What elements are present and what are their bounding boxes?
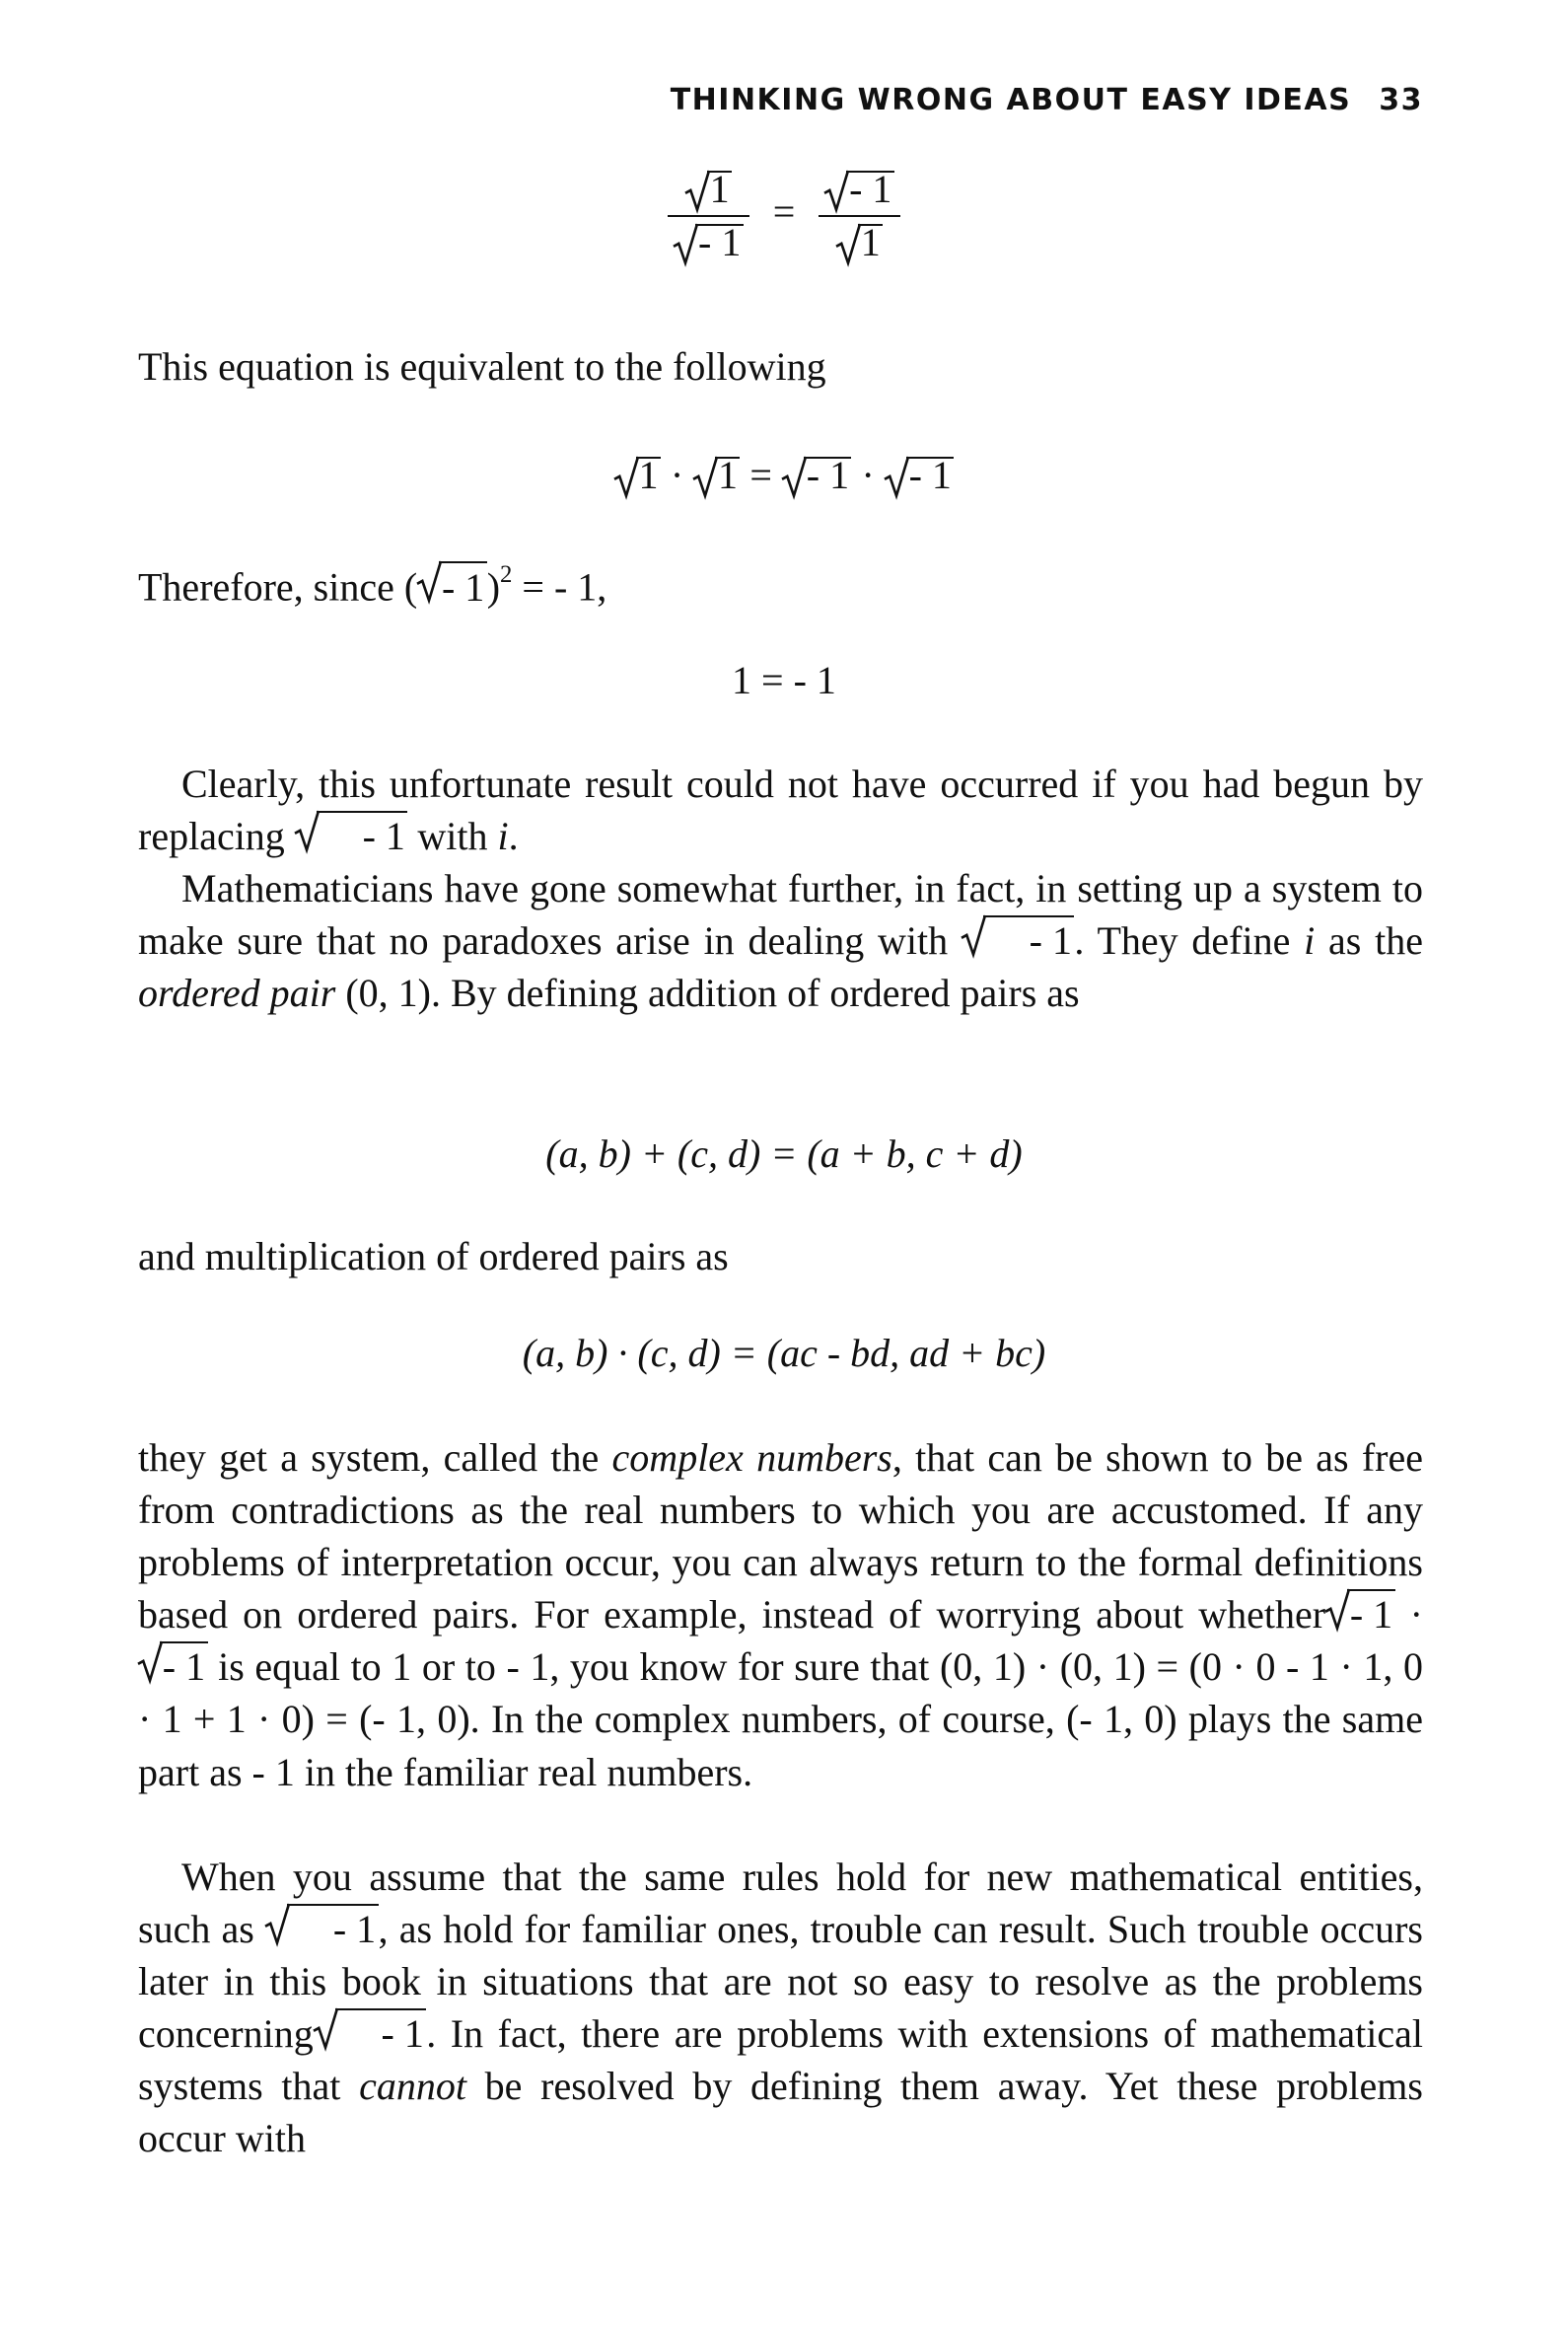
radical: 1 — [693, 456, 740, 495]
equation-addition: (a, b) + (c, d) = (a + b, c + d) — [545, 1131, 1023, 1176]
equation-multiplication: (a, b) · (c, d) = (ac - bd, ad + bc) — [522, 1331, 1046, 1375]
paragraph-clearly: Clearly, this unfortunate result could not have occurred if you had begun by replacing - 1 with i. — [138, 758, 1423, 862]
radical: - 1 — [138, 1640, 208, 1693]
equation-fraction: $\frac{1}{- 1}$ = $\frac{- 1}{1}$ — [0, 170, 1568, 262]
paragraph-complex-numbers: they get a system, called the complex numbers, that can be shown to be as free from contradictions as the real numbers to which you are accustomed. If any problems of interpretation occur, you can always return to the formal definitions based on ordered pairs. For example, instead of worrying about whether - 1 · - 1 is equal to 1 or to - 1, you know for sure that (0, 1) · (0, 1) = (0 · 0 - 1 · 1, 0 · 1 + 1 · 0) = (- 1, 0). In the complex numbers, of course, (- 1, 0) plays the same part as - 1 in the familiar real numbers. — [138, 1435, 1423, 1794]
radical: - 1 — [314, 2007, 427, 2060]
radical: - 1 — [824, 170, 894, 209]
paragraph-assume: When you assume that the same rules hold for new mathematical entities, such as - 1, as hold for familiar ones, trouble can result. Such trouble occurs later in this book in situations that are not so easy to resolve as the problems concerning - 1. In fact, there are problems with extensions of mathematical systems that cannot be resolved by defining them away. Yet these problems occur with — [138, 1855, 1424, 2161]
radical: - 1 — [1325, 1588, 1395, 1640]
page-number: 33 — [1379, 83, 1423, 117]
radical: - 1 — [962, 914, 1075, 967]
radical: 1 — [836, 223, 883, 262]
radical: - 1 — [265, 1903, 379, 1955]
running-header — [0, 83, 1423, 117]
paragraph-mathematicians: Mathematicians have gone somewhat further, in fact, in setting up a system to make sure that no paradoxes arise in dealing with - 1. They define i as the ordered pair (0, 1). By defining addition of ordered pairs as — [138, 866, 1424, 1016]
equation-result: 1 = - 1 — [732, 658, 836, 702]
equation-product: 1 · 1 = - 1 · - 1 — [0, 456, 1568, 495]
fraction-right — [819, 167, 900, 264]
radical: 1 — [614, 456, 661, 495]
radical: 1 — [685, 170, 732, 209]
radical: - 1 — [674, 223, 744, 262]
radical: - 1 — [885, 456, 955, 495]
fraction-left — [668, 167, 749, 264]
radical: - 1 — [417, 561, 487, 614]
chapter-title: THINKING WRONG ABOUT EASY IDEAS — [670, 83, 1352, 117]
radical: - 1 — [782, 456, 852, 495]
paragraph-therefore: Therefore, since ( - 1)$^2$ = - 1, — [138, 548, 1423, 614]
paragraph-equivalent: This equation is equivalent to the following — [138, 344, 826, 389]
radical: - 1 — [295, 810, 408, 862]
paragraph-multiplication: and multiplication of ordered pairs as — [138, 1234, 729, 1278]
